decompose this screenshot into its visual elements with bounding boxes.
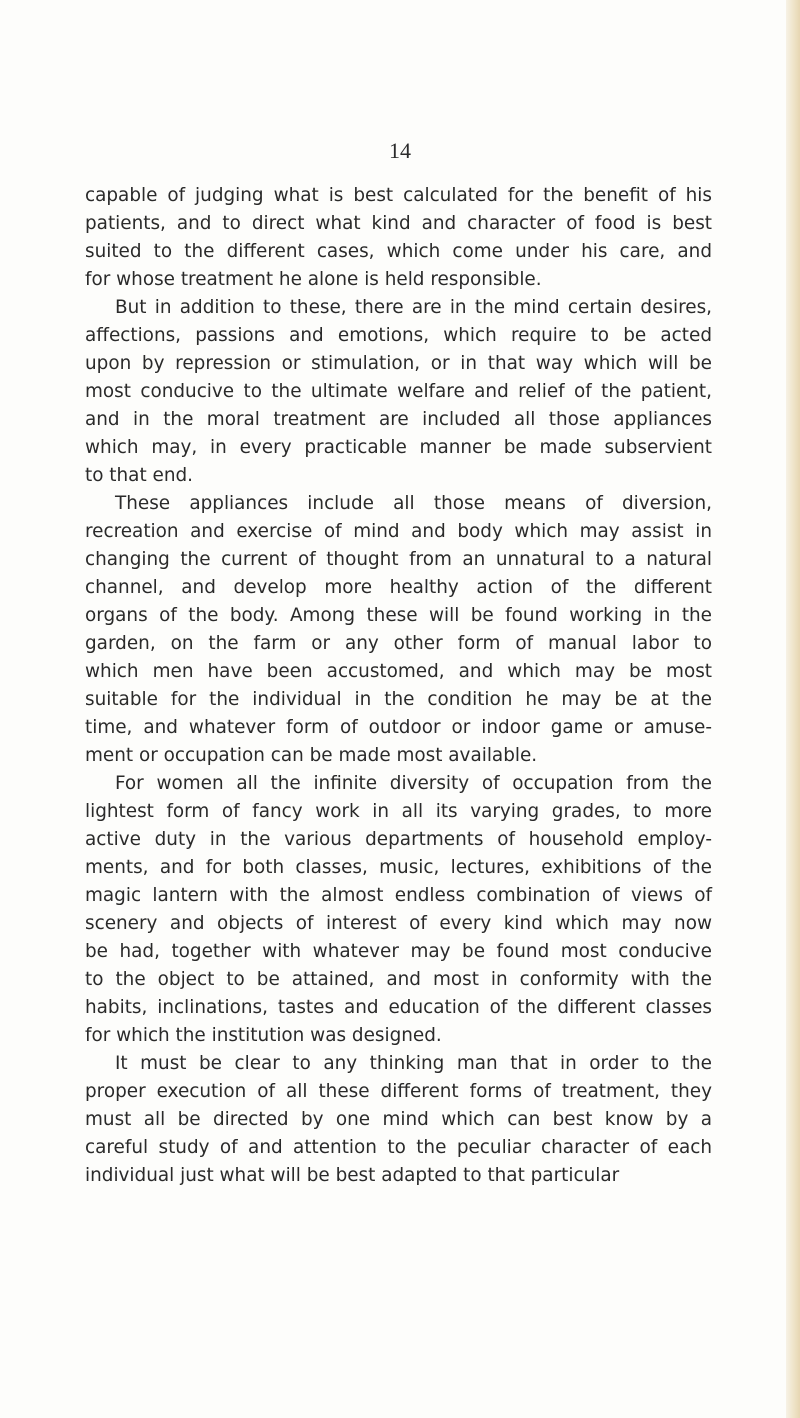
paragraph	[85, 770, 712, 1050]
text-line: suitable for the individual in the condition he may be at the	[85, 689, 712, 710]
text-line: changing the current of thought from an unnatural to a natural	[85, 549, 712, 570]
text-line: which men have been accustomed, and which may be most	[85, 661, 712, 682]
text-line: organs of the body. Among these will be found working in the	[85, 605, 712, 626]
paragraph	[85, 182, 712, 294]
page-edge-shading	[786, 0, 800, 1418]
text-line: to the object to be attained, and most in conformity with the	[85, 969, 712, 990]
text-line: to that end.	[85, 465, 193, 486]
body-text	[85, 182, 712, 1190]
text-line: capable of judging what is best calculated for the benefit of his	[85, 185, 712, 206]
text-line: But in addition to these, there are in the mind certain desires,	[115, 297, 712, 318]
text-line: For women all the infinite diversity of occupation from the	[115, 773, 712, 794]
text-line: It must be clear to any thinking man that in order to the	[115, 1053, 712, 1074]
text-line: for whose treatment he alone is held responsible.	[85, 269, 542, 290]
text-line: and in the moral treatment are included all those appliances	[85, 409, 712, 430]
text-line: habits, inclinations, tastes and education of the different classes	[85, 997, 712, 1018]
text-line: for which the institution was designed.	[85, 1025, 442, 1046]
text-line: magic lantern with the almost endless combination of views of	[85, 885, 712, 906]
text-line: time, and whatever form of outdoor or indoor game or amuse-	[85, 717, 712, 738]
text-line: affections, passions and emotions, which require to be acted	[85, 325, 712, 346]
text-line: lightest form of fancy work in all its varying grades, to more	[85, 801, 712, 822]
paragraph	[85, 490, 712, 770]
text-line: garden, on the farm or any other form of manual labor to	[85, 633, 712, 654]
text-line: individual just what will be best adapted to that particular	[85, 1165, 620, 1186]
text-line: which may, in every practicable manner be made subservient	[85, 437, 712, 458]
text-line: recreation and exercise of mind and body which may assist in	[85, 521, 712, 542]
text-line: ment or occupation can be made most available.	[85, 745, 538, 766]
text-line: careful study of and attention to the peculiar character of each	[85, 1137, 712, 1158]
paragraph	[85, 1050, 712, 1190]
text-line: scenery and objects of interest of every kind which may now	[85, 913, 712, 934]
text-line: be had, together with whatever may be found most conducive	[85, 941, 712, 962]
text-line: upon by repression or stimulation, or in that way which will be	[85, 353, 712, 374]
text-line: must all be directed by one mind which can best know by a	[85, 1109, 712, 1130]
text-line: ments, and for both classes, music, lectures, exhibitions of the	[85, 857, 712, 878]
text-line: active duty in the various departments of household employ-	[85, 829, 712, 850]
page-number: 14	[389, 138, 411, 163]
text-line: suited to the different cases, which come under his care, and	[85, 241, 712, 262]
text-line: channel, and develop more healthy action of the different	[85, 577, 712, 598]
text-line: patients, and to direct what kind and character of food is best	[85, 213, 712, 234]
paragraph	[85, 294, 712, 490]
text-line: most conducive to the ultimate welfare and relief of the patient,	[85, 381, 712, 402]
text-line: proper execution of all these different forms of treatment, they	[85, 1081, 712, 1102]
text-line: These appliances include all those means of diversion,	[115, 493, 712, 514]
